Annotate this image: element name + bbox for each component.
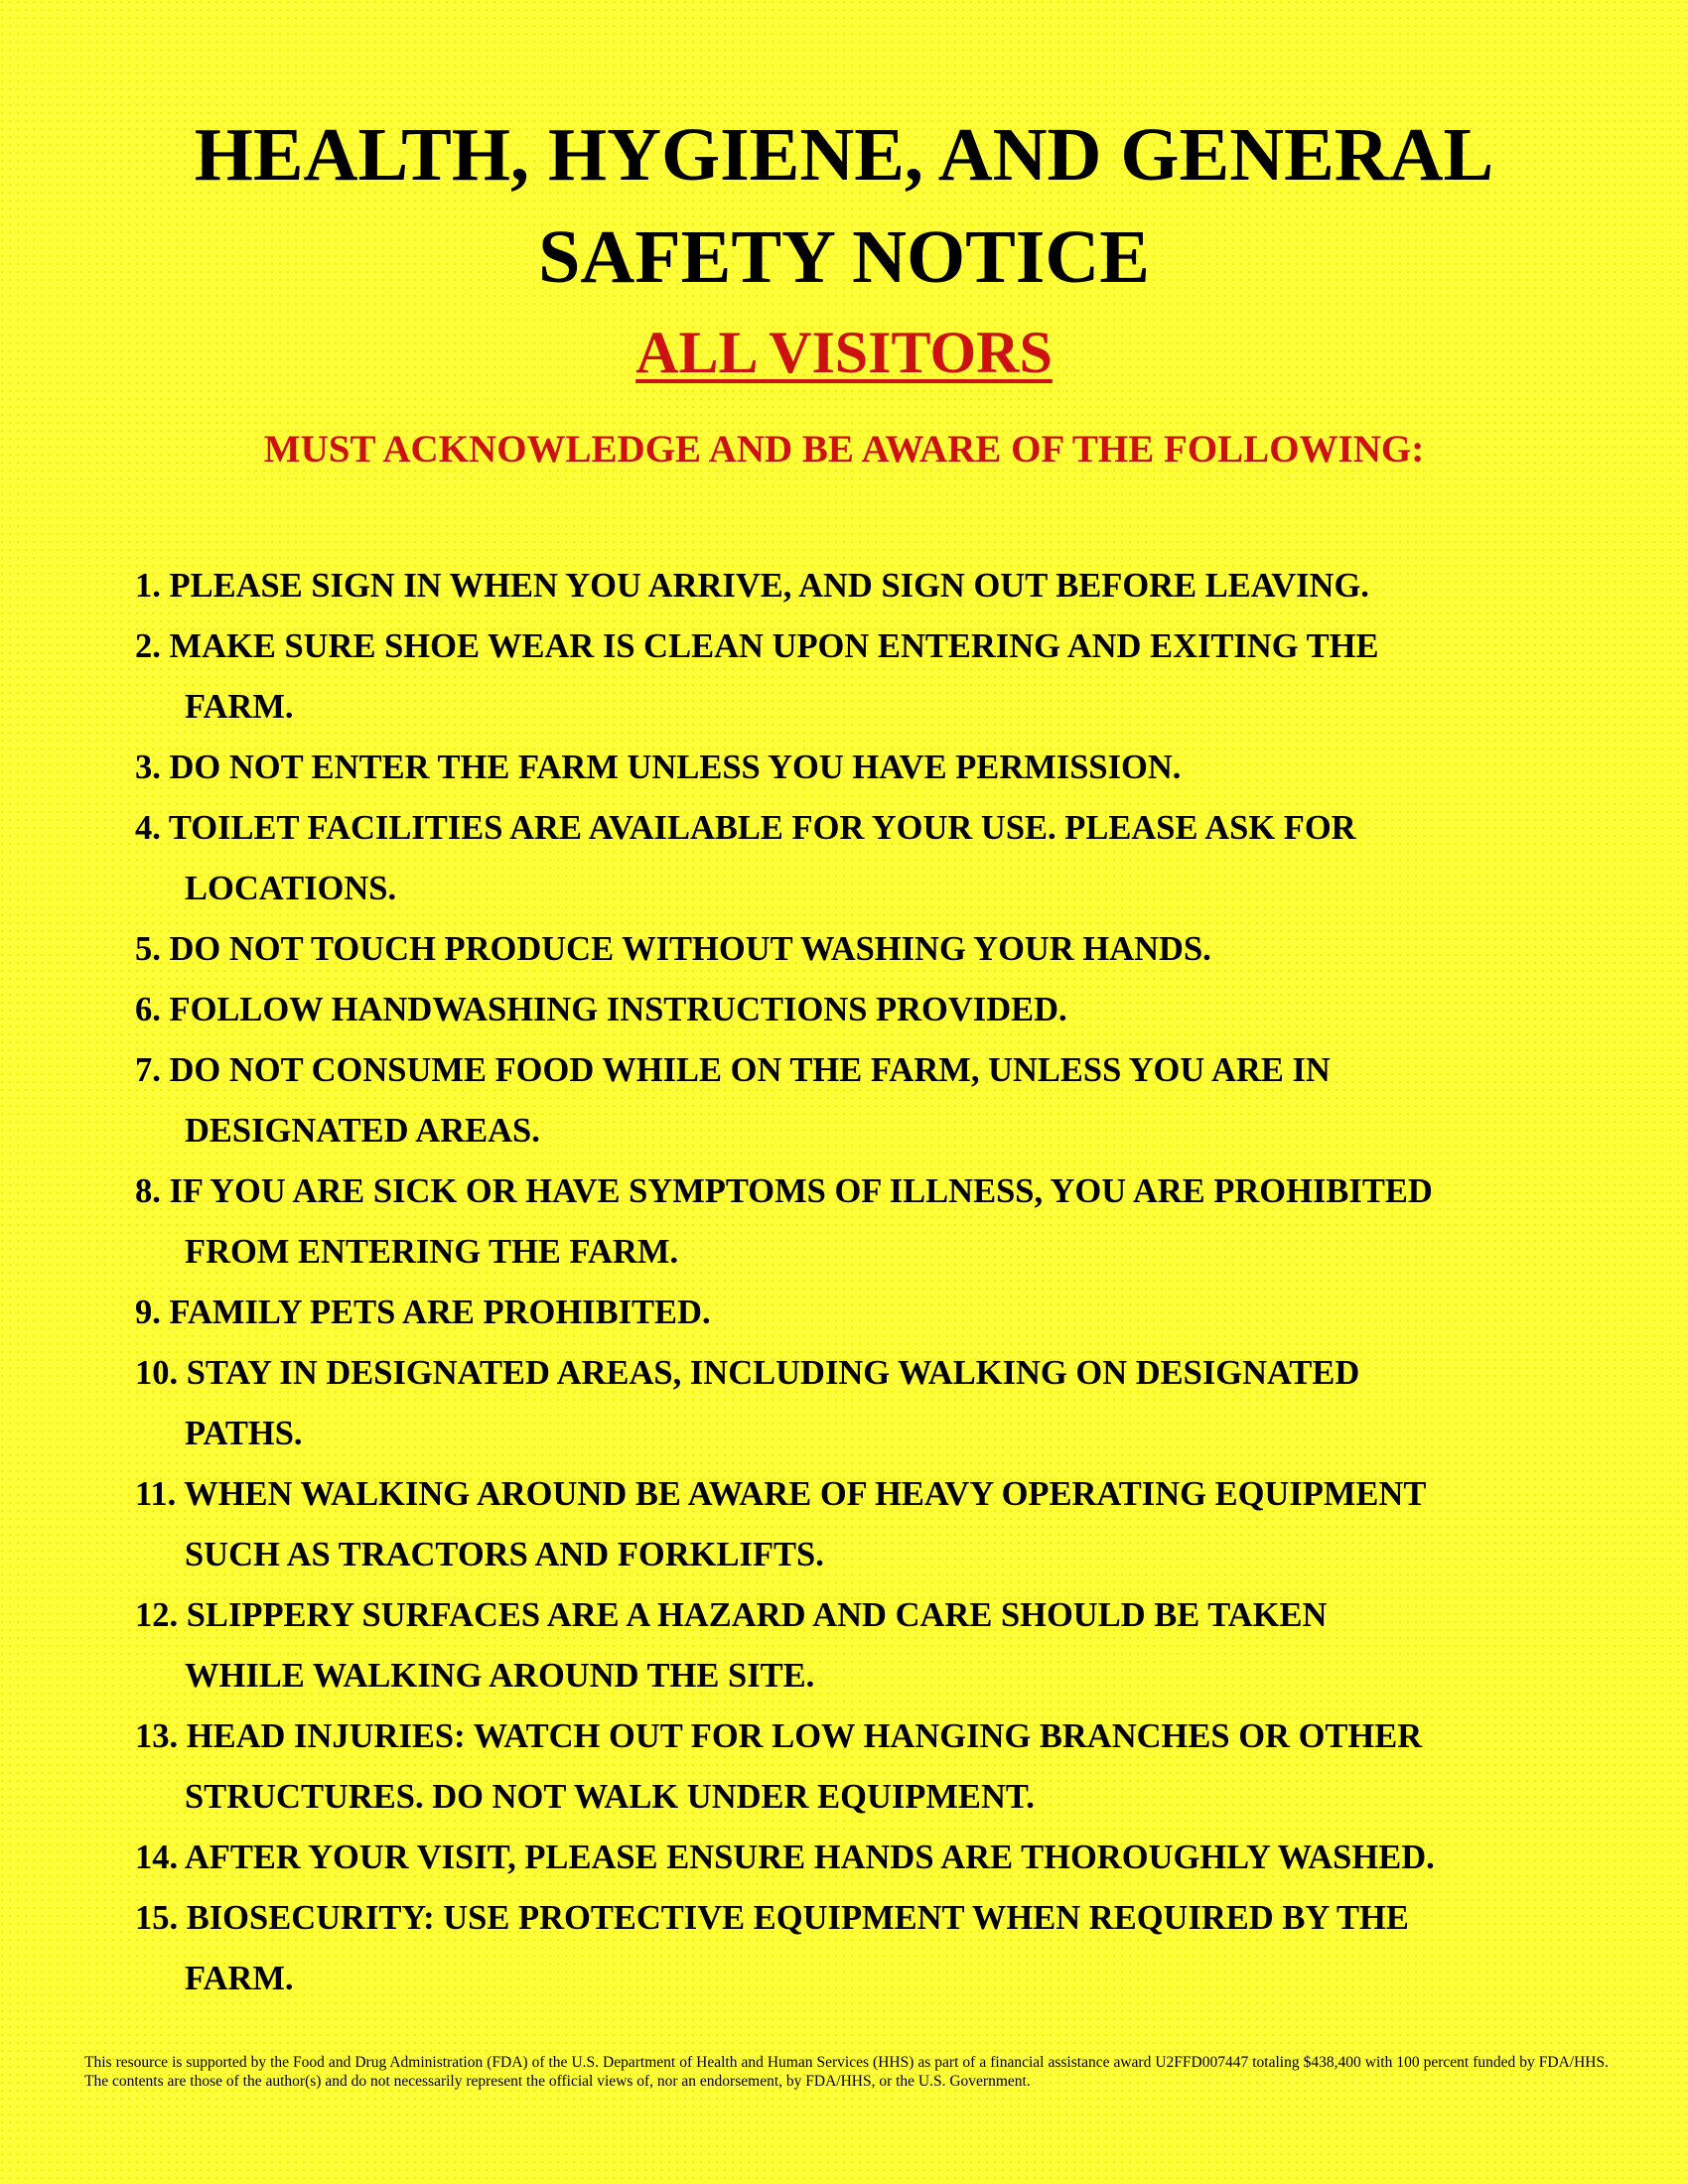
rule-text: 7. DO NOT CONSUME FOOD WHILE ON THE FARM, UNLESS YOU ARE IN (135, 1051, 1331, 1089)
rule-item (135, 1161, 1605, 1283)
rule-item (135, 1828, 1605, 1888)
rule-text-continuation: PATHS. (185, 1415, 303, 1452)
rule-item (135, 1040, 1605, 1161)
audience-heading-text: ALL VISITORS (635, 320, 1053, 385)
rule-text: 9. FAMILY PETS ARE PROHIBITED. (135, 1294, 711, 1331)
rule-text-continuation: STRUCTURES. DO NOT WALK UNDER EQUIPMENT. (185, 1778, 1035, 1816)
rule-item (135, 1585, 1605, 1706)
rule-text-continuation: WHILE WALKING AROUND THE SITE. (185, 1657, 815, 1695)
rule-item (135, 980, 1605, 1040)
funding-disclaimer: This resource is supported by the Food and Drug Administration (FDA) of the U.S. Department of Health and Human Services (HHS) as part of a financial assistance award U2FFD007447 totaling $438,400 with 100 percent funded by FDA/HHS. The contents are those of the author(s) and do not necessarily represent the official views of, nor an endorsement, by FDA/HHS, or the U.S. Government. (84, 2054, 1609, 2090)
rule-item (135, 738, 1605, 798)
rule-item (135, 919, 1605, 980)
rule-item (135, 1464, 1605, 1585)
rule-text-continuation: DESIGNATED AREAS. (185, 1112, 540, 1150)
rule-item (135, 616, 1605, 738)
rule-text: 13. HEAD INJURIES: WATCH OUT FOR LOW HANGING BRANCHES OR OTHER (135, 1717, 1423, 1755)
rule-text: 14. AFTER YOUR VISIT, PLEASE ENSURE HANDS ARE THOROUGHLY WASHED. (135, 1839, 1435, 1876)
rule-text: 10. STAY IN DESIGNATED AREAS, INCLUDING WALKING ON DESIGNATED (135, 1354, 1360, 1392)
rule-text: 15. BIOSECURITY: USE PROTECTIVE EQUIPMENT WHEN REQUIRED BY THE (135, 1899, 1409, 1937)
rule-item (135, 556, 1605, 616)
rule-text-continuation: FARM. (185, 688, 294, 726)
rule-text: 8. IF YOU ARE SICK OR HAVE SYMPTOMS OF ILLNESS, YOU ARE PROHIBITED (135, 1172, 1433, 1210)
rule-item (135, 798, 1605, 919)
rule-item (135, 1888, 1605, 2009)
rule-text: 11. WHEN WALKING AROUND BE AWARE OF HEAVY OPERATING EQUIPMENT (135, 1475, 1427, 1513)
rule-text: 1. PLEASE SIGN IN WHEN YOU ARRIVE, AND SIGN OUT BEFORE LEAVING. (135, 567, 1369, 605)
rule-text: 2. MAKE SURE SHOE WEAR IS CLEAN UPON ENTERING AND EXITING THE (135, 627, 1379, 665)
acknowledgement-subheading: MUST ACKNOWLEDGE AND BE AWARE OF THE FOLLOWING: (263, 428, 1425, 471)
rule-item (135, 1343, 1605, 1464)
audience-heading (99, 318, 1589, 387)
rule-text-continuation: LOCATIONS. (185, 870, 397, 907)
rule-text: 4. TOILET FACILITIES ARE AVAILABLE FOR YOUR USE. PLEASE ASK FOR (135, 809, 1356, 847)
rule-text: 6. FOLLOW HANDWASHING INSTRUCTIONS PROVIDED. (135, 991, 1067, 1028)
rule-text: 3. DO NOT ENTER THE FARM UNLESS YOU HAVE PERMISSION. (135, 749, 1182, 786)
rule-text-continuation: SUCH AS TRACTORS AND FORKLIFTS. (185, 1536, 824, 1573)
notice-title (99, 104, 1589, 309)
notice-title-line-1: HEALTH, HYGIENE, AND GENERAL (194, 113, 1494, 197)
rules-list (135, 556, 1605, 2009)
notice-title-line-2: SAFETY NOTICE (538, 215, 1150, 299)
rule-text-continuation: FROM ENTERING THE FARM. (185, 1233, 679, 1271)
rule-item (135, 1706, 1605, 1828)
rule-text: 5. DO NOT TOUCH PRODUCE WITHOUT WASHING YOUR HANDS. (135, 930, 1211, 968)
rule-text-continuation: FARM. (185, 1960, 294, 1997)
rule-text: 12. SLIPPERY SURFACES ARE A HAZARD AND CARE SHOULD BE TAKEN (135, 1596, 1328, 1634)
rule-item (135, 1283, 1605, 1343)
